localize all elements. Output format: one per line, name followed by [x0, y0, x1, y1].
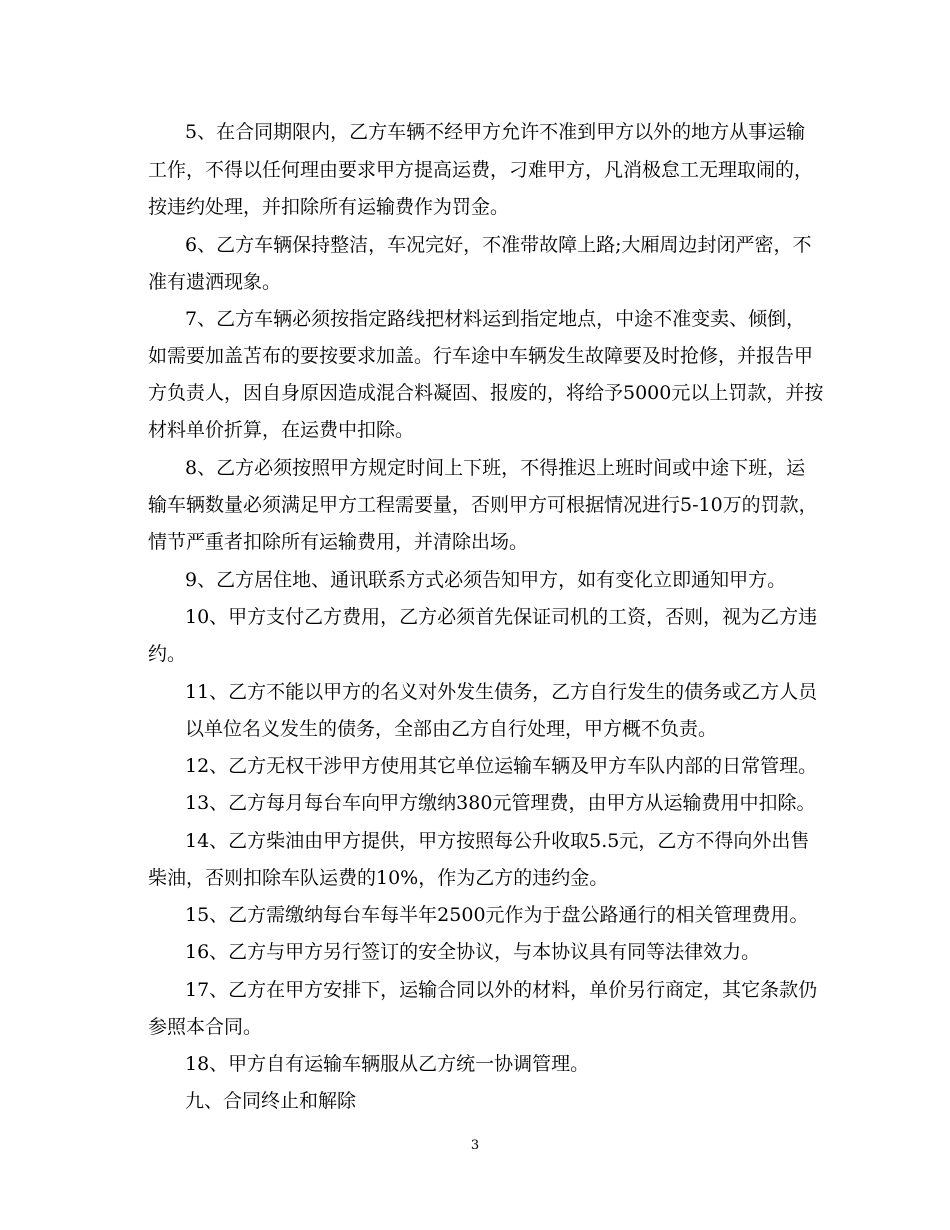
clause-7-line-2: 如需要加盖苫布的要按要求加盖。行车途中车辆发生故障要及时抢修，并报告甲	[148, 345, 814, 367]
clause-8-line-1: 8、乙方必须按照甲方规定时间上下班，不得推迟上班时间或中途下班，运	[185, 457, 806, 479]
section-9-heading: 九、合同终止和解除	[185, 1090, 357, 1112]
clause-12-line-1: 12、乙方无权干涉甲方使用其它单位运输车辆及甲方车队内部的日常管理。	[185, 755, 818, 777]
clause-7-line-4: 材料单价折算，在运费中扣除。	[148, 419, 415, 441]
clause-15-line-1: 15、乙方需缴纳每台车每半年2500元作为于盘公路通行的相关管理费用。	[185, 904, 809, 926]
clause-6-line-2: 准有遗洒现象。	[148, 271, 282, 293]
clause-6-line-1: 6、乙方车辆保持整洁，车况完好，不准带故障上路;大厢周边封闭严密，不	[185, 234, 812, 256]
clause-5-line-2: 工作，不得以任何理由要求甲方提高运费，刁难甲方，凡消极怠工无理取闹的，	[148, 159, 814, 181]
clause-7-line-3: 方负责人，因自身原因造成混合料凝固、报废的，将给予5000元以上罚款，并按	[148, 382, 824, 404]
clause-11-line-1: 11、乙方不能以甲方的名义对外发生债务，乙方自行发生的债务或乙方人员	[185, 681, 818, 703]
clause-5-line-1: 5、在合同期限内，乙方车辆不经甲方允许不准到甲方以外的地方从事运输	[185, 121, 806, 143]
clause-10-line-1: 10、甲方支付乙方费用，乙方必须首先保证司机的工资，否则，视为乙方违	[185, 606, 818, 628]
clause-10-line-2: 约。	[148, 643, 187, 665]
clause-14-line-2: 柴油，否则扣除车队运费的10%，作为乙方的违约金。	[148, 867, 609, 889]
clause-17-line-2: 参照本合同。	[148, 1016, 263, 1038]
clause-17-line-1: 17、乙方在甲方安排下，运输合同以外的材料，单价另行商定，其它条款仍	[185, 979, 818, 1001]
clause-13-line-1: 13、乙方每月每台车向甲方缴纳380元管理费，由甲方从运输费用中扣除。	[185, 792, 816, 814]
clause-14-line-1: 14、乙方柴油由甲方提供，甲方按照每公升收取5.5元，乙方不得向外出售	[185, 830, 810, 852]
clause-9-line-1: 9、乙方居住地、通讯联系方式必须告知甲方，如有变化立即通知甲方。	[185, 569, 787, 591]
clause-8-line-3: 情节严重者扣除所有运输费用，并清除出场。	[148, 531, 529, 553]
page-number: 3	[470, 1138, 480, 1153]
clause-18-line-1: 18、甲方自有运输车辆服从乙方统一协调管理。	[185, 1053, 590, 1075]
clause-8-line-2: 输车辆数量必须满足甲方工程需要量，否则甲方可根据情况进行5-10万的罚款，	[148, 494, 818, 516]
clause-16-line-1: 16、乙方与甲方另行签订的安全协议，与本协议具有同等法律效力。	[185, 941, 761, 963]
clause-5-line-3: 按违约处理，并扣除所有运输费作为罚金。	[148, 196, 510, 218]
clause-7-line-1: 7、乙方车辆必须按指定路线把材料运到指定地点，中途不准变卖、倾倒，	[185, 308, 806, 330]
clause-11-line-2: 以单位名义发生的债务，全部由乙方自行处理，甲方概不负责。	[185, 718, 718, 740]
